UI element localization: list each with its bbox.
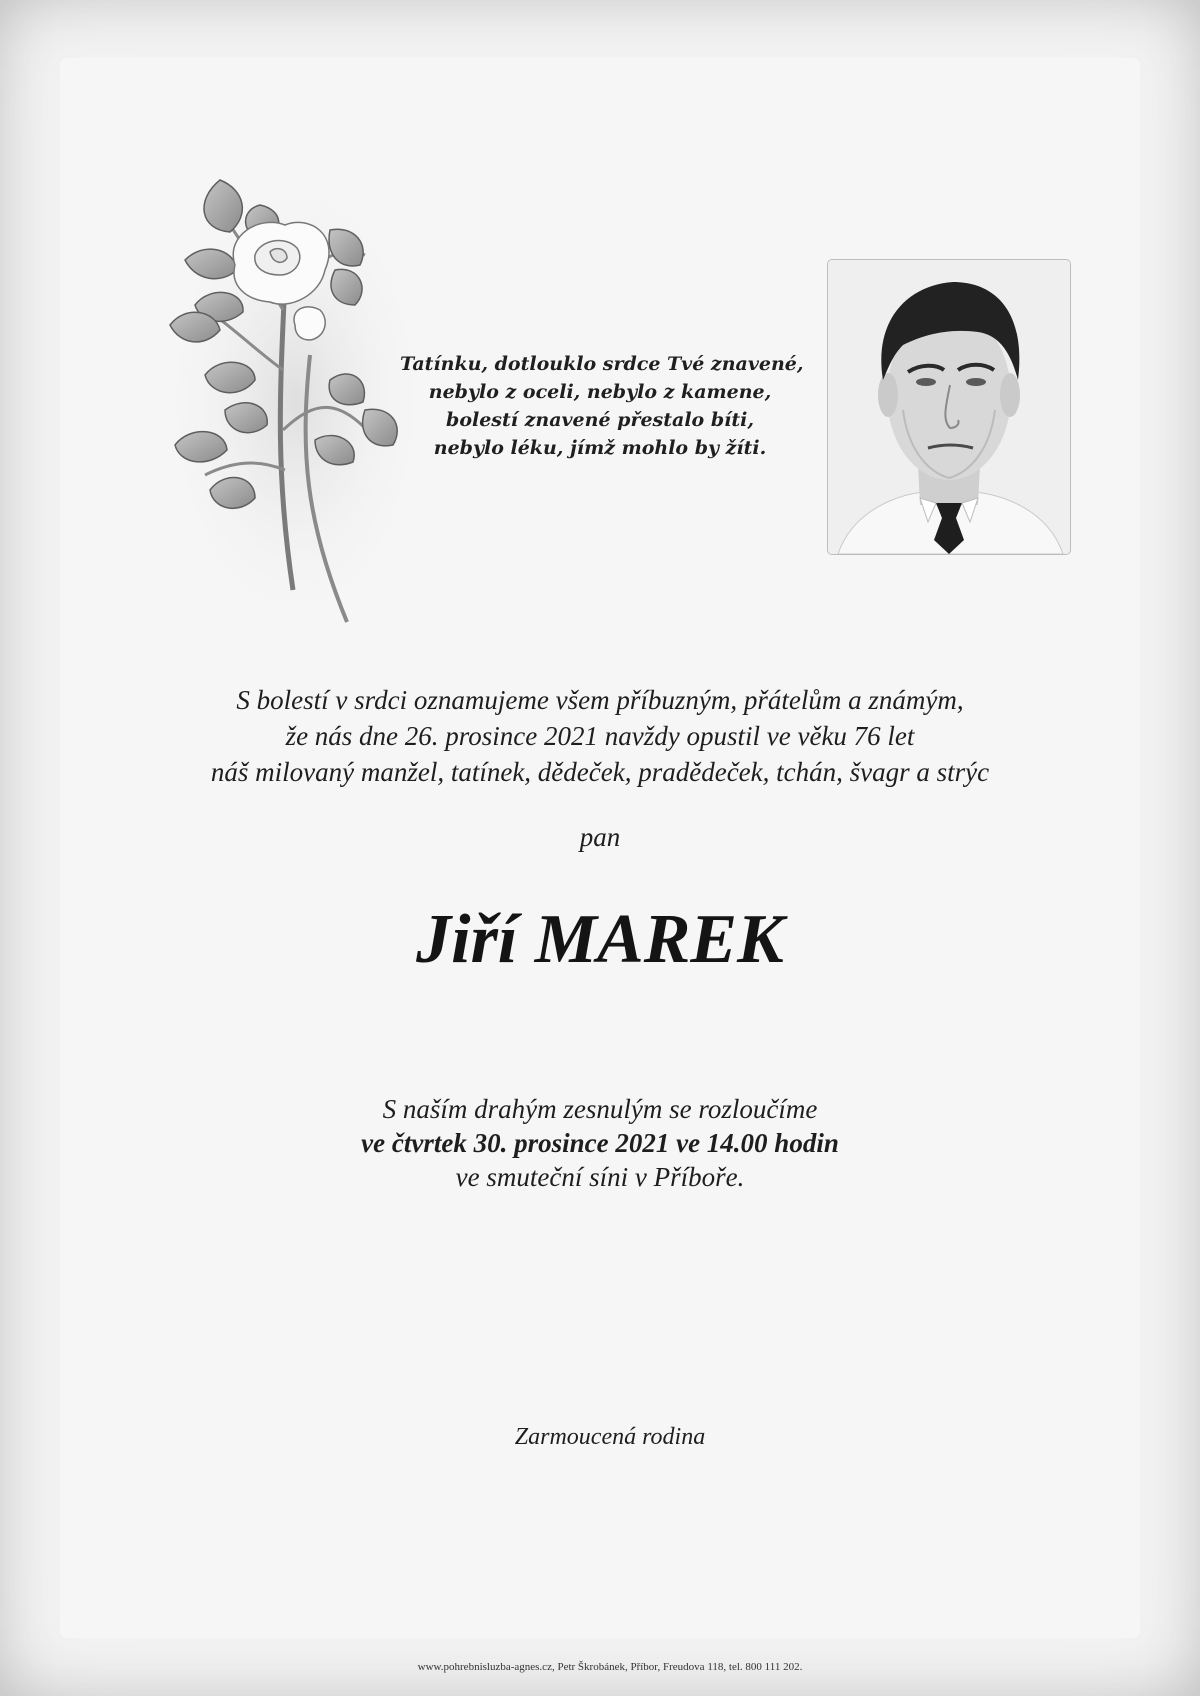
funeral-service-footer: www.pohrebnisluzba-agnes.cz, Petr Škrobánek, Příbor, Freudova 118, tel. 800 111 202. [417, 1661, 803, 1673]
memorial-verse [400, 350, 804, 462]
title-word: pan [579, 822, 621, 852]
verse-line: nebylo z oceli, nebylo z kamene, [428, 381, 772, 403]
announcement-line: že nás dne 26. prosince 2021 navždy opustil ve věku 76 let [285, 721, 915, 751]
announcement-line: náš milovaný manžel, tatínek, dědeček, pradědeček, tchán, švagr a strýc [210, 757, 990, 787]
announcement-line: S bolestí v srdci oznamujeme všem příbuzným, přátelům a známým, [236, 685, 964, 715]
farewell-line: S naším drahým zesnulým se rozloučíme [382, 1094, 818, 1124]
verse-line: nebylo léku, jímž mohlo by žíti. [433, 437, 767, 459]
death-announcement [140, 682, 1060, 790]
funeral-place: ve smuteční síni v Příboře. [455, 1162, 745, 1192]
family-signature: Zarmoucená rodina [514, 1424, 706, 1450]
verse-line: Tatínku, dotlouklo srdce Tvé znavené, [400, 353, 804, 375]
verse-line: bolestí znavené přestalo bíti, [446, 409, 754, 431]
funeral-date-time: ve čtvrtek 30. prosince 2021 ve 14.00 hodin [361, 1128, 839, 1158]
portrait-photo [827, 259, 1071, 555]
white-rose-icon [165, 170, 435, 640]
deceased-name: Jiří MAREK [416, 901, 784, 978]
funeral-info [200, 1092, 1000, 1194]
